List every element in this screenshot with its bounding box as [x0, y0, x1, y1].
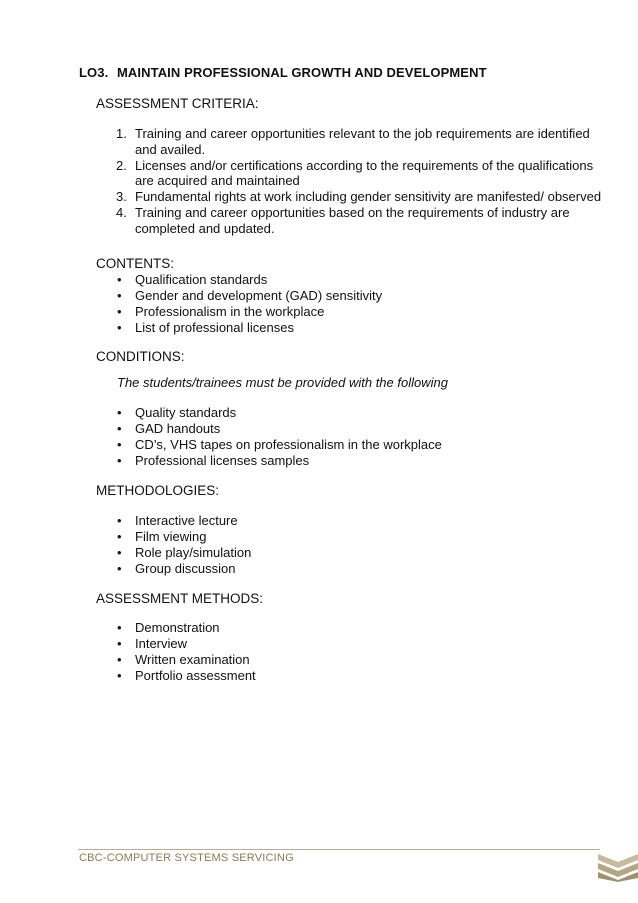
footer-divider — [78, 849, 600, 850]
list-item: • Quality standards — [110, 405, 442, 421]
list-item: • Role play/simulation — [110, 545, 251, 561]
criteria-line: completed and updated. — [135, 220, 275, 236]
criteria-line: Training and career opportunities relevant to the job requirements are identified — [135, 126, 590, 141]
criteria-item — [110, 126, 610, 158]
contents-list — [110, 272, 382, 336]
assessment-criteria-list — [110, 126, 610, 237]
criteria-line: and availed. — [135, 141, 206, 157]
criteria-item — [110, 158, 610, 190]
criteria-line: Licenses and/or certifications according to the requirements of the qualifications — [135, 157, 594, 173]
criteria-number: 3. — [116, 189, 127, 205]
conditions-heading: CONDITIONS: — [96, 349, 185, 364]
list-item: • Professional licenses samples — [110, 453, 442, 469]
conditions-intro: The students/trainees must be provided with the following — [117, 375, 448, 390]
list-item: • GAD handouts — [110, 421, 442, 437]
list-item: • Film viewing — [110, 529, 251, 545]
contents-heading: CONTENTS: — [96, 256, 175, 271]
criteria-line: are acquired and maintained — [135, 173, 300, 189]
list-item: • Professionalism in the workplace — [110, 304, 382, 320]
criteria-item — [110, 205, 610, 237]
list-item: • Qualification standards — [110, 272, 382, 288]
criteria-number: 2. — [116, 157, 127, 173]
list-item: • Gender and development (GAD) sensitivity — [110, 288, 382, 304]
list-item: • Interactive lecture — [110, 513, 251, 529]
footer-label: CBC-COMPUTER SYSTEMS SERVICING — [79, 852, 294, 864]
list-item: • CD’s, VHS tapes on professionalism in the workplace — [110, 437, 442, 453]
criteria-item — [110, 189, 610, 205]
criteria-number: 1. — [116, 126, 127, 141]
learning-outcome-text: MAINTAIN PROFESSIONAL GROWTH AND DEVELOPMENT — [117, 65, 487, 80]
methodologies-list — [110, 513, 251, 577]
criteria-number: 4. — [116, 204, 127, 220]
methodologies-heading: METHODOLOGIES: — [96, 483, 220, 498]
list-item: • Interview — [110, 636, 256, 652]
list-item: • Demonstration — [110, 620, 256, 636]
list-item: • Portfolio assessment — [110, 668, 256, 684]
criteria-line: Fundamental rights at work including gender sensitivity are manifested/ observed — [135, 189, 602, 205]
assessment-methods-heading: ASSESSMENT METHODS: — [96, 591, 264, 606]
chevron-stack-icon — [598, 852, 638, 882]
list-item: • Written examination — [110, 652, 256, 668]
conditions-list — [110, 405, 442, 469]
list-item: • Group discussion — [110, 561, 251, 577]
criteria-line: Training and career opportunities based on the requirements of industry are — [135, 204, 570, 220]
learning-outcome-title — [79, 65, 487, 80]
list-item: • List of professional licenses — [110, 320, 382, 336]
learning-outcome-number: LO3. — [79, 65, 109, 80]
assessment-methods-list — [110, 620, 256, 684]
assessment-criteria-heading: ASSESSMENT CRITERIA: — [96, 96, 259, 111]
